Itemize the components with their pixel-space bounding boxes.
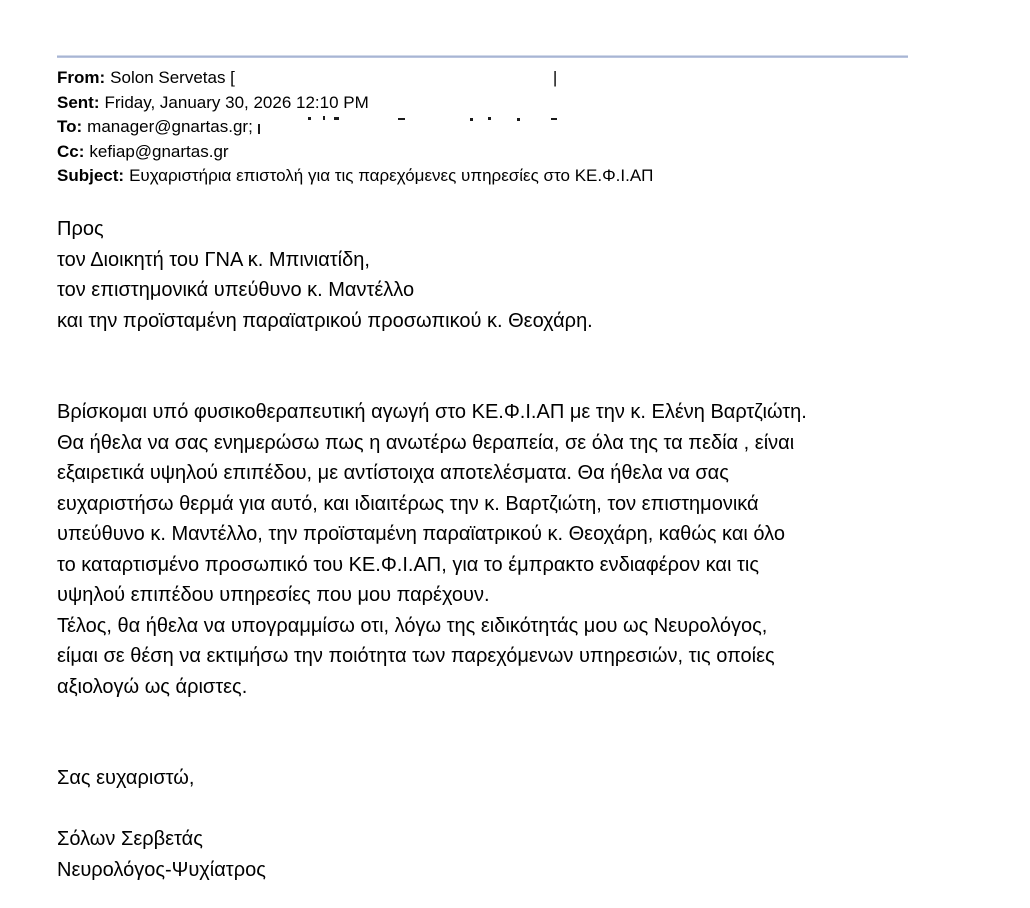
sent-value: Friday, January 30, 2026 12:10 PM [104,92,369,112]
paragraph-line: Βρίσκομαι υπό φυσικοθεραπευτική αγωγή στο ΚΕ.Φ.Ι.ΑΠ με την κ. Ελένη Βαρτζιώτη. [57,401,807,423]
signature-title: Νευρολόγος-Ψυχίατρος [57,858,266,881]
greeting-line: τον Διοικητή του ΓΝΑ κ. Μπινιατίδη, [57,248,370,271]
paragraph-line: υπεύθυνο κ. Μαντέλλο, την προϊσταμένη παραϊατρικού κ. Θεοχάρη, καθώς και όλο [57,523,785,545]
to-row [57,115,653,140]
from-redacted-area [235,82,553,83]
sent-label: Sent: [57,92,100,112]
to-label: To: [57,117,83,137]
cc-value: kefiap@gnartas.gr [89,141,229,161]
cc-row [57,140,653,165]
blank-space [57,702,807,763]
paragraph-line: Θα ήθελα να σας ενημερώσω πως η ανωτέρω θεραπεία, σε όλα της τα πεδία , είναι [57,431,795,454]
paragraph-line: είμαι σε θέση να εκτιμήσω την ποιότητα των παρεχόμενων υπηρεσιών, τις οποίες [57,645,775,667]
paragraph-line: ευχαριστήσω θερμά για αυτό, και ιδιαιτέρως την κ. Βαρτζιώτη, τον επιστημονικά [57,492,759,515]
greeting-line: τον επιστημονικά υπεύθυνο κ. Μαντέλλο [57,279,415,301]
blank-space [57,336,807,397]
email-body [57,214,807,885]
subject-label: Subject: [57,166,125,186]
signature-name: Σόλων Σερβετάς [57,828,203,850]
greeting-block [57,214,807,336]
sent-row [57,91,653,116]
greeting-line: Προς [57,218,104,240]
closing-line: Σας ευχαριστώ, [57,767,195,789]
from-redaction-end-mark: | [552,68,558,87]
from-row [57,66,653,91]
signature-block [57,824,807,885]
paragraph-line: Τέλος, θα ήθελα να υπογραμμίσω οτι, λόγω της ειδικότητάς μου ως Νευρολόγος, [57,614,768,637]
to-value: manager@gnartas.gr; [87,117,253,137]
to-redacted-area [257,117,557,135]
from-label: From: [57,68,106,87]
greeting-line: και την προϊσταμένη παραϊατρικού προσωπικού κ. Θεοχάρη. [57,309,593,332]
paragraph-line: το καταρτισμένο προσωπικό του ΚΕ.Φ.Ι.ΑΠ, για το έμπρακτο ενδιαφέρον και τις [57,553,759,576]
subject-row [57,164,653,189]
paragraph-line: εξαιρετικά υψηλού επιπέδου, με αντίστοιχα αποτελέσματα. Θα ήθελα να σας [57,462,729,484]
paragraph-line: υψηλού επιπέδου υπηρεσίες που μου παρέχουν. [57,584,490,606]
email-header [57,66,653,189]
from-value: Solon Servetas [ [110,68,235,87]
cc-label: Cc: [57,141,85,161]
blank-space [57,794,807,825]
main-paragraph [57,397,807,702]
paragraph-line: αξιολογώ ως άριστες. [57,675,248,698]
header-divider-line [57,55,908,58]
subject-value: Ευχαριστήρια επιστολή για τις παρεχόμενες υπηρεσίες στο ΚΕ.Φ.Ι.ΑΠ [129,166,654,186]
